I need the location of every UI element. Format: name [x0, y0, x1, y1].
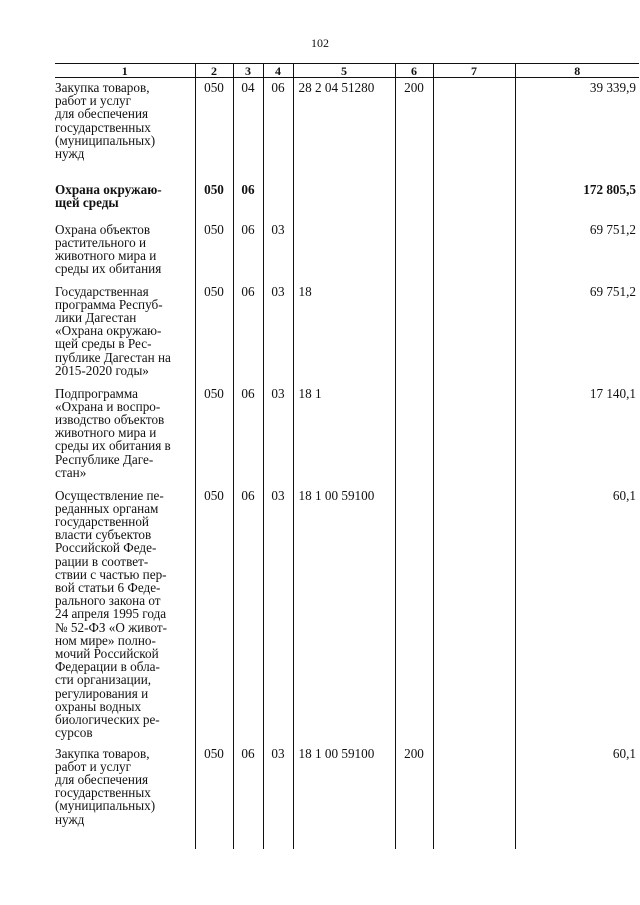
empty-cell [263, 846, 293, 849]
table-row [55, 486, 639, 744]
target-article-code: 28 2 04 51280 [293, 78, 395, 180]
target-article-code: 18 [293, 282, 395, 384]
description-line: для обеспечения [55, 106, 149, 122]
description-line: мочий Российской [55, 645, 159, 661]
table-row [55, 78, 639, 180]
description-line: среды их обитания [55, 261, 162, 277]
description-line: государственных [55, 119, 151, 135]
description-line: Государственная [55, 283, 149, 299]
target-article-code [293, 180, 395, 220]
column-7-value [433, 220, 515, 282]
subsection-code: 03 [263, 744, 293, 846]
column-header: 8 [515, 64, 639, 78]
subsection-code: 03 [263, 384, 293, 486]
table-row [55, 744, 639, 846]
expense-type-code [395, 282, 433, 384]
budget-table [55, 63, 639, 849]
chapter-code: 050 [195, 220, 233, 282]
column-7-value [433, 384, 515, 486]
description-line: нужд [55, 146, 85, 162]
description-line: щей среды в Рес- [55, 336, 152, 352]
description-line: стан» [55, 464, 87, 480]
column-header: 3 [233, 64, 263, 78]
chapter-code: 050 [195, 384, 233, 486]
description-line: изводство объектов [55, 411, 165, 427]
table-row [55, 282, 639, 384]
column-7-value [433, 744, 515, 846]
description-line: «Охрана и воспро- [55, 398, 161, 414]
column-number-row [55, 64, 639, 78]
description-line: «Охрана окружаю- [55, 323, 162, 339]
description-line: реданных органам [55, 500, 159, 516]
description-line: власти субъектов [55, 527, 152, 543]
empty-cell [395, 846, 433, 849]
description-line: Закупка товаров, [55, 745, 150, 761]
table-row [55, 220, 639, 282]
description-line: животного мира и [55, 247, 157, 263]
description-line: сти организации, [55, 672, 152, 688]
description-line: публике Дагестан на [55, 349, 171, 365]
chapter-code: 050 [195, 78, 233, 180]
description-line: работ и услуг [55, 758, 132, 774]
empty-cell [233, 846, 263, 849]
expense-type-code [395, 180, 433, 220]
row-description [55, 384, 195, 486]
table-row [55, 180, 639, 220]
section-code: 06 [233, 180, 263, 220]
column-7-value [433, 180, 515, 220]
section-code: 06 [233, 282, 263, 384]
description-line: среды их обитания в [55, 438, 171, 454]
amount-value: 60,1 [515, 486, 639, 744]
table-row [55, 384, 639, 486]
description-line: биологических ре- [55, 711, 160, 727]
row-description [55, 282, 195, 384]
expense-type-code [395, 486, 433, 744]
description-line: Республике Даге- [55, 451, 154, 467]
column-header: 4 [263, 64, 293, 78]
column-7-value [433, 282, 515, 384]
description-line: щей среды [55, 194, 119, 210]
description-line: растительного и [55, 234, 147, 250]
amount-value: 172 805,5 [515, 180, 639, 220]
row-description [55, 744, 195, 846]
description-line: ном мире» полно- [55, 632, 156, 648]
target-article-code [293, 220, 395, 282]
column-7-value [433, 78, 515, 180]
subsection-code: 03 [263, 220, 293, 282]
section-code: 04 [233, 78, 263, 180]
description-line: охраны водных [55, 698, 142, 714]
amount-value: 17 140,1 [515, 384, 639, 486]
description-line: (муниципальных) [55, 132, 156, 148]
description-line: ствии с частью пер- [55, 566, 167, 582]
column-header: 5 [293, 64, 395, 78]
description-line: животного мира и [55, 425, 157, 441]
column-header: 1 [55, 64, 195, 78]
empty-cell [433, 846, 515, 849]
expense-type-code: 200 [395, 78, 433, 180]
description-line: работ и услуг [55, 93, 132, 109]
description-line: нужд [55, 811, 85, 827]
column-header: 6 [395, 64, 433, 78]
section-code: 06 [233, 486, 263, 744]
expense-type-code [395, 384, 433, 486]
subsection-code: 06 [263, 78, 293, 180]
row-description [55, 486, 195, 744]
description-line: государственных [55, 785, 151, 801]
chapter-code: 050 [195, 486, 233, 744]
column-7-value [433, 486, 515, 744]
target-article-code: 18 1 00 59100 [293, 486, 395, 744]
section-code: 06 [233, 744, 263, 846]
subsection-code [263, 180, 293, 220]
empty-cell [55, 846, 195, 849]
description-line: (муниципальных) [55, 798, 156, 814]
subsection-code: 03 [263, 486, 293, 744]
amount-value: 69 751,2 [515, 220, 639, 282]
empty-cell [195, 846, 233, 849]
expense-type-code [395, 220, 433, 282]
description-line: для обеспечения [55, 771, 149, 787]
section-code: 06 [233, 220, 263, 282]
section-code: 06 [233, 384, 263, 486]
description-line: Осуществление пе- [55, 487, 164, 503]
description-line: Охрана окружаю- [55, 181, 162, 197]
description-line: Подпрограмма [55, 385, 139, 401]
description-line: Закупка товаров, [55, 80, 150, 95]
chapter-code: 050 [195, 180, 233, 220]
chapter-code: 050 [195, 744, 233, 846]
chapter-code: 050 [195, 282, 233, 384]
description-line: Российской Феде- [55, 540, 157, 556]
description-line: 2015-2020 годы» [55, 362, 149, 378]
description-line: регулирования и [55, 685, 149, 701]
description-line: государственной [55, 513, 149, 529]
amount-value: 39 339,9 [515, 78, 639, 180]
description-line: сурсов [55, 725, 93, 741]
row-description [55, 220, 195, 282]
description-line: рации в соответ- [55, 553, 149, 569]
page-number: 102 [311, 36, 329, 50]
empty-cell [293, 846, 395, 849]
description-line: 24 апреля 1995 года [55, 606, 167, 622]
description-line: лики Дагестан [55, 309, 137, 325]
amount-value: 60,1 [515, 744, 639, 846]
empty-cell [515, 846, 639, 849]
description-line: рального закона от [55, 593, 161, 609]
target-article-code: 18 1 [293, 384, 395, 486]
amount-value: 69 751,2 [515, 282, 639, 384]
description-line: № 52-ФЗ «О живот- [55, 619, 168, 635]
budget-document [55, 63, 639, 845]
expense-type-code: 200 [395, 744, 433, 846]
description-line: вой статьи 6 Феде- [55, 579, 161, 595]
description-line: Федерации в обла- [55, 659, 160, 675]
row-description [55, 180, 195, 220]
column-header: 2 [195, 64, 233, 78]
table-filler-row [55, 846, 639, 849]
description-line: Охрана объектов [55, 221, 151, 237]
target-article-code: 18 1 00 59100 [293, 744, 395, 846]
row-description [55, 78, 195, 180]
column-header: 7 [433, 64, 515, 78]
subsection-code: 03 [263, 282, 293, 384]
table-body [55, 78, 639, 849]
description-line: программа Респуб- [55, 296, 163, 312]
